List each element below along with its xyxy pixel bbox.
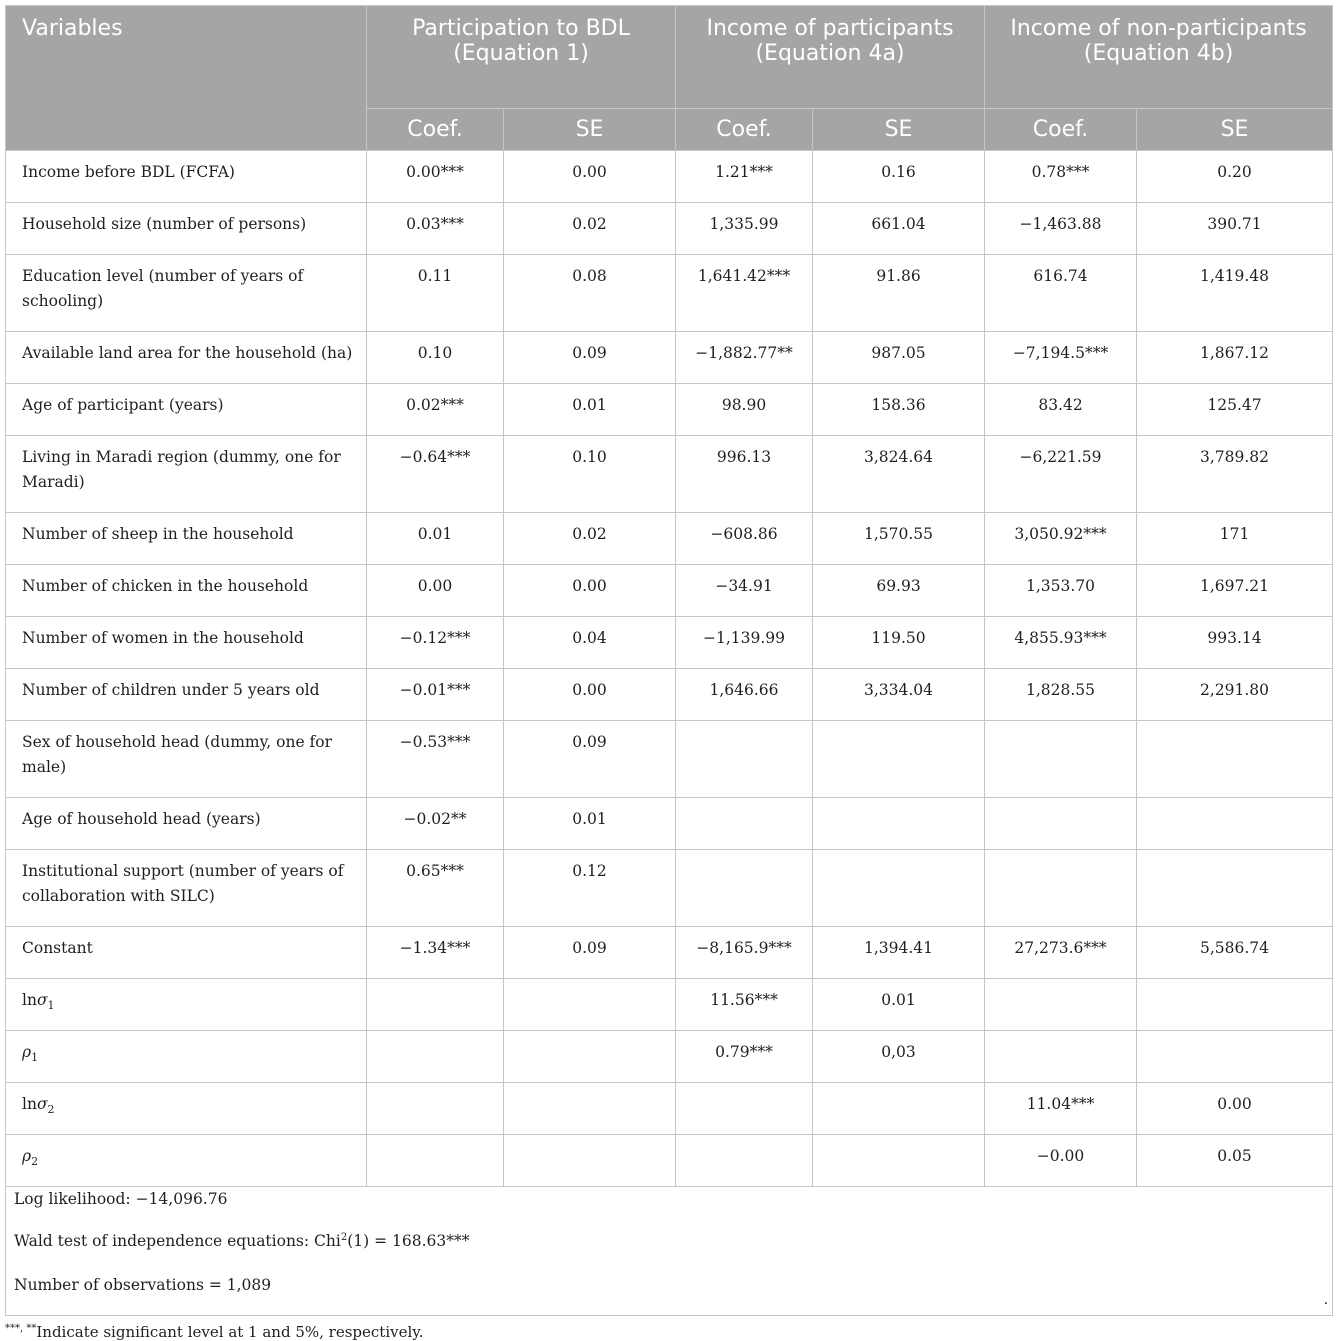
variable-label: Constant xyxy=(6,927,367,979)
parameter-label: $\rho_2$ xyxy=(6,1135,367,1187)
coef-header: Coef. xyxy=(985,109,1137,151)
se-cell xyxy=(813,850,985,927)
number-of-observations: Number of observations = 1,089 xyxy=(14,1276,272,1294)
coef-cell: −34.91 xyxy=(676,565,813,617)
parameter-row xyxy=(6,1083,1333,1135)
se-cell: 69.93 xyxy=(813,565,985,617)
coef-cell: 0.11 xyxy=(367,255,504,332)
coef-cell: 27,273.6*** xyxy=(985,927,1137,979)
se-cell xyxy=(813,721,985,798)
se-cell: 1,697.21 xyxy=(1137,565,1333,617)
se-cell xyxy=(504,1135,676,1187)
coef-cell: 4,855.93*** xyxy=(985,617,1137,669)
coef-cell: −608.86 xyxy=(676,513,813,565)
se-cell: 2,291.80 xyxy=(1137,669,1333,721)
table-row xyxy=(6,255,1333,332)
coef-cell: −0.02** xyxy=(367,798,504,850)
coef-cell: 0.78*** xyxy=(985,151,1137,203)
table-header xyxy=(6,6,1333,151)
se-header: SE xyxy=(813,109,985,151)
notes-row xyxy=(6,1187,1333,1316)
se-cell xyxy=(504,979,676,1031)
coef-cell: 83.42 xyxy=(985,384,1137,436)
coef-cell: 3,050.92*** xyxy=(985,513,1137,565)
se-cell: 0.00 xyxy=(504,565,676,617)
coef-cell: −8,165.9*** xyxy=(676,927,813,979)
se-cell: 0.12 xyxy=(504,850,676,927)
coef-cell: 996.13 xyxy=(676,436,813,513)
se-cell: 993.14 xyxy=(1137,617,1333,669)
parameter-label: lnσ$_1$ xyxy=(6,979,367,1031)
se-cell: 0,03 xyxy=(813,1031,985,1083)
variable-label: Number of women in the household xyxy=(6,617,367,669)
se-cell xyxy=(813,798,985,850)
coef-cell: 616.74 xyxy=(985,255,1137,332)
log-likelihood: Log likelihood: −14,096.76 xyxy=(14,1190,228,1208)
variable-label: Living in Maradi region (dummy, one for Maradi) xyxy=(6,436,367,513)
table-row xyxy=(6,565,1333,617)
trailing-dot: . xyxy=(1323,1292,1329,1308)
results-table xyxy=(5,5,1333,1316)
se-cell xyxy=(813,1083,985,1135)
coef-cell: 1,646.66 xyxy=(676,669,813,721)
coef-cell: 0.00*** xyxy=(367,151,504,203)
coef-cell xyxy=(985,721,1137,798)
variable-label: Education level (number of years of schooling) xyxy=(6,255,367,332)
se-header: SE xyxy=(504,109,676,151)
coef-cell: 1,641.42*** xyxy=(676,255,813,332)
se-cell: 0.10 xyxy=(504,436,676,513)
se-cell xyxy=(504,1083,676,1135)
coef-cell xyxy=(985,850,1137,927)
variable-label: Institutional support (number of years of collaboration with SILC) xyxy=(6,850,367,927)
coef-cell xyxy=(367,1135,504,1187)
se-cell: 0.09 xyxy=(504,927,676,979)
se-cell: 0.02 xyxy=(504,513,676,565)
table-row xyxy=(6,798,1333,850)
coef-header: Coef. xyxy=(367,109,504,151)
table-body xyxy=(6,151,1333,1316)
coef-cell: −0.12*** xyxy=(367,617,504,669)
se-cell: 5,586.74 xyxy=(1137,927,1333,979)
coef-cell xyxy=(985,798,1137,850)
se-cell: 3,824.64 xyxy=(813,436,985,513)
parameter-row xyxy=(6,1135,1333,1187)
se-cell: 0.00 xyxy=(504,151,676,203)
variable-label: Household size (number of persons) xyxy=(6,203,367,255)
coef-cell: −1,463.88 xyxy=(985,203,1137,255)
coef-cell: 11.56*** xyxy=(676,979,813,1031)
group-header-nonparticipants-income: Income of non-participants (Equation 4b) xyxy=(985,6,1333,109)
variable-label: Age of household head (years) xyxy=(6,798,367,850)
se-cell: 0.00 xyxy=(1137,1083,1333,1135)
se-cell: 0.01 xyxy=(504,798,676,850)
coef-cell xyxy=(367,979,504,1031)
se-cell: 3,789.82 xyxy=(1137,436,1333,513)
se-cell: 171 xyxy=(1137,513,1333,565)
coef-cell: 98.90 xyxy=(676,384,813,436)
se-cell: 0.01 xyxy=(504,384,676,436)
se-cell: 1,570.55 xyxy=(813,513,985,565)
coef-cell: 1,828.55 xyxy=(985,669,1137,721)
se-cell: 0.20 xyxy=(1137,151,1333,203)
coef-cell: −0.00 xyxy=(985,1135,1137,1187)
coef-cell xyxy=(985,1031,1137,1083)
table-row xyxy=(6,617,1333,669)
table-row xyxy=(6,436,1333,513)
se-cell: 0.09 xyxy=(504,721,676,798)
parameter-row xyxy=(6,1031,1333,1083)
coef-cell: −1.34*** xyxy=(367,927,504,979)
table-row xyxy=(6,669,1333,721)
se-cell: 0.08 xyxy=(504,255,676,332)
coef-cell: 1,335.99 xyxy=(676,203,813,255)
coef-cell: 0.02*** xyxy=(367,384,504,436)
coef-cell: −0.64*** xyxy=(367,436,504,513)
coef-cell: 0.01 xyxy=(367,513,504,565)
coef-cell: −1,882.77** xyxy=(676,332,813,384)
variable-label: Income before BDL (FCFA) xyxy=(6,151,367,203)
se-cell: 1,419.48 xyxy=(1137,255,1333,332)
coef-header: Coef. xyxy=(676,109,813,151)
coef-cell: 0.65*** xyxy=(367,850,504,927)
se-cell: 158.36 xyxy=(813,384,985,436)
coef-cell: −7,194.5*** xyxy=(985,332,1137,384)
coef-cell: 1,353.70 xyxy=(985,565,1137,617)
variable-label: Number of children under 5 years old xyxy=(6,669,367,721)
coef-cell: −0.53*** xyxy=(367,721,504,798)
coef-cell: 0.00 xyxy=(367,565,504,617)
se-cell: 0.04 xyxy=(504,617,676,669)
se-cell: 0.05 xyxy=(1137,1135,1333,1187)
se-cell: 125.47 xyxy=(1137,384,1333,436)
coef-cell: 11.04*** xyxy=(985,1083,1137,1135)
table-row xyxy=(6,513,1333,565)
coef-cell xyxy=(676,850,813,927)
coef-cell: 0.03*** xyxy=(367,203,504,255)
se-cell: 390.71 xyxy=(1137,203,1333,255)
coef-cell: −0.01*** xyxy=(367,669,504,721)
results-table-container xyxy=(5,5,1332,1341)
se-cell: 91.86 xyxy=(813,255,985,332)
variable-label: Age of participant (years) xyxy=(6,384,367,436)
coef-cell: 0.10 xyxy=(367,332,504,384)
se-cell xyxy=(1137,1031,1333,1083)
se-cell: 1,394.41 xyxy=(813,927,985,979)
parameter-row xyxy=(6,979,1333,1031)
se-cell: 0.02 xyxy=(504,203,676,255)
footnote-text: Indicate significant level at 1 and 5%, respectively. xyxy=(36,1323,424,1341)
coef-cell: −6,221.59 xyxy=(985,436,1137,513)
se-cell: 1,867.12 xyxy=(1137,332,1333,384)
table-row xyxy=(6,721,1333,798)
se-cell: 661.04 xyxy=(813,203,985,255)
se-cell: 119.50 xyxy=(813,617,985,669)
table-row xyxy=(6,203,1333,255)
se-cell xyxy=(1137,979,1333,1031)
coef-cell: 0.79*** xyxy=(676,1031,813,1083)
footnote-stars: ***, ** xyxy=(5,1323,37,1334)
se-cell xyxy=(1137,850,1333,927)
coef-cell: −1,139.99 xyxy=(676,617,813,669)
se-cell: 987.05 xyxy=(813,332,985,384)
coef-cell xyxy=(676,721,813,798)
variable-label: Available land area for the household (ha) xyxy=(6,332,367,384)
coef-cell xyxy=(676,1083,813,1135)
group-header-participants-income: Income of participants (Equation 4a) xyxy=(676,6,985,109)
se-cell: 0.00 xyxy=(504,669,676,721)
table-row xyxy=(6,384,1333,436)
variable-label: Sex of household head (dummy, one for male) xyxy=(6,721,367,798)
se-cell xyxy=(1137,798,1333,850)
variables-header: Variables xyxy=(6,6,367,151)
coef-cell xyxy=(676,798,813,850)
variable-label: Number of sheep in the household xyxy=(6,513,367,565)
se-cell: 0.16 xyxy=(813,151,985,203)
coef-cell xyxy=(985,979,1137,1031)
se-cell: 0.09 xyxy=(504,332,676,384)
se-header: SE xyxy=(1137,109,1333,151)
table-footnote xyxy=(5,1323,1332,1341)
coef-cell xyxy=(676,1135,813,1187)
coef-cell xyxy=(367,1031,504,1083)
variable-label: Number of chicken in the household xyxy=(6,565,367,617)
coef-cell xyxy=(367,1083,504,1135)
table-row xyxy=(6,332,1333,384)
coef-cell: 1.21*** xyxy=(676,151,813,203)
parameter-label: $\rho_1$ xyxy=(6,1031,367,1083)
se-cell xyxy=(813,1135,985,1187)
table-row xyxy=(6,850,1333,927)
group-header-participation: Participation to BDL (Equation 1) xyxy=(367,6,676,109)
model-statistics xyxy=(6,1187,1333,1316)
se-cell xyxy=(1137,721,1333,798)
se-cell: 0.01 xyxy=(813,979,985,1031)
wald-test: Wald test of independence equations: Chi$^2$(1) = 168.63*** xyxy=(14,1232,470,1250)
table-row xyxy=(6,927,1333,979)
parameter-label: lnσ$_2$ xyxy=(6,1083,367,1135)
se-cell xyxy=(504,1031,676,1083)
table-row xyxy=(6,151,1333,203)
se-cell: 3,334.04 xyxy=(813,669,985,721)
